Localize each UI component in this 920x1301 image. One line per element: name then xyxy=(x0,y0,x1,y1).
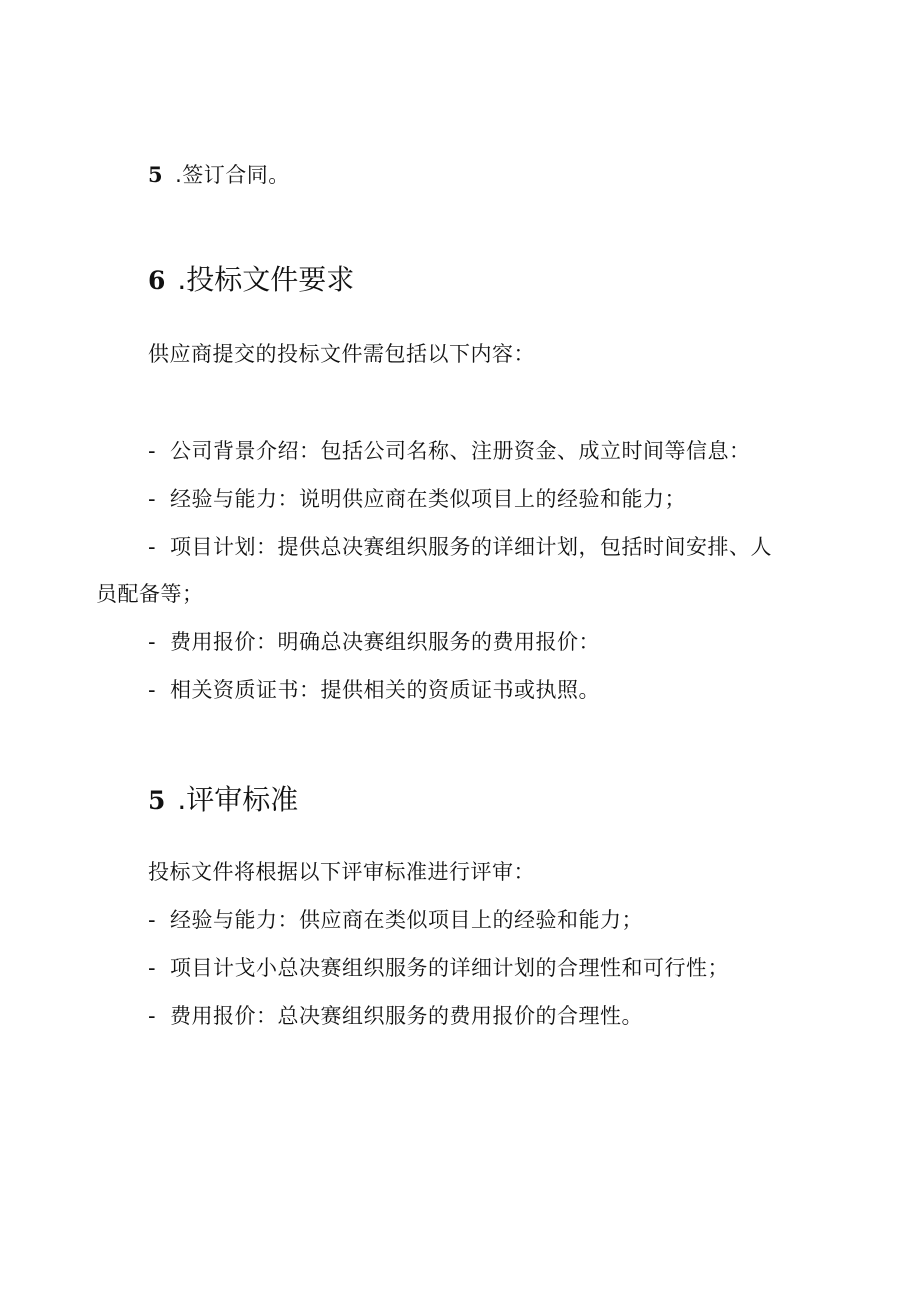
section-review-intro: 投标文件将根据以下评审标准进行评审： xyxy=(148,860,535,884)
list-item xyxy=(148,905,643,935)
list-item xyxy=(148,953,729,983)
list-item xyxy=(148,627,600,657)
section-number: 5 xyxy=(148,786,166,815)
list-item-text: 费用报价：总决赛组织服务的费用报价的合理性。 xyxy=(170,1004,643,1028)
section-review-heading xyxy=(148,782,298,819)
section-number: 5 xyxy=(148,162,164,187)
list-item-text: 经验与能力：说明供应商在类似项目上的经验和能力； xyxy=(170,487,686,511)
section-number: 6 xyxy=(148,266,166,295)
dash-marker: - xyxy=(148,678,157,702)
section-6-heading xyxy=(148,262,354,299)
list-item-text: 公司背景介绍：包括公司名称、注册资金、成立时间等信息： xyxy=(170,439,751,463)
dash-marker: - xyxy=(148,439,157,463)
dash-marker: - xyxy=(148,956,157,980)
list-item-continuation: 员配备等； xyxy=(96,582,204,606)
list-item xyxy=(148,675,600,705)
list-item-text: 项目计划：提供总决赛组织服务的详细计划，包括时间安排、人 xyxy=(170,535,772,559)
list-item-text: 项目计戈小总决赛组织服务的详细计划的合理性和可行性； xyxy=(170,956,729,980)
section-title: .投标文件要求 xyxy=(177,263,355,296)
list-item xyxy=(148,484,686,514)
dash-marker: - xyxy=(148,630,157,654)
list-item xyxy=(148,532,772,562)
list-item xyxy=(148,1001,643,1031)
dash-marker: - xyxy=(148,535,157,559)
list-item-text: 经验与能力：供应商在类似项目上的经验和能力； xyxy=(170,908,643,932)
list-item-text: 相关资质证书：提供相关的资质证书或执照。 xyxy=(170,678,600,702)
dash-marker: - xyxy=(148,1004,157,1028)
list-item-text: 费用报价：明确总决赛组织服务的费用报价： xyxy=(170,630,600,654)
section-title: .评审标准 xyxy=(177,783,299,816)
dash-marker: - xyxy=(148,908,157,932)
section-text: .签订合同。 xyxy=(175,163,290,187)
section-5-sign-contract xyxy=(148,160,290,190)
list-item xyxy=(148,436,751,466)
section-6-intro: 供应商提交的投标文件需包括以下内容： xyxy=(148,342,535,366)
dash-marker: - xyxy=(148,487,157,511)
